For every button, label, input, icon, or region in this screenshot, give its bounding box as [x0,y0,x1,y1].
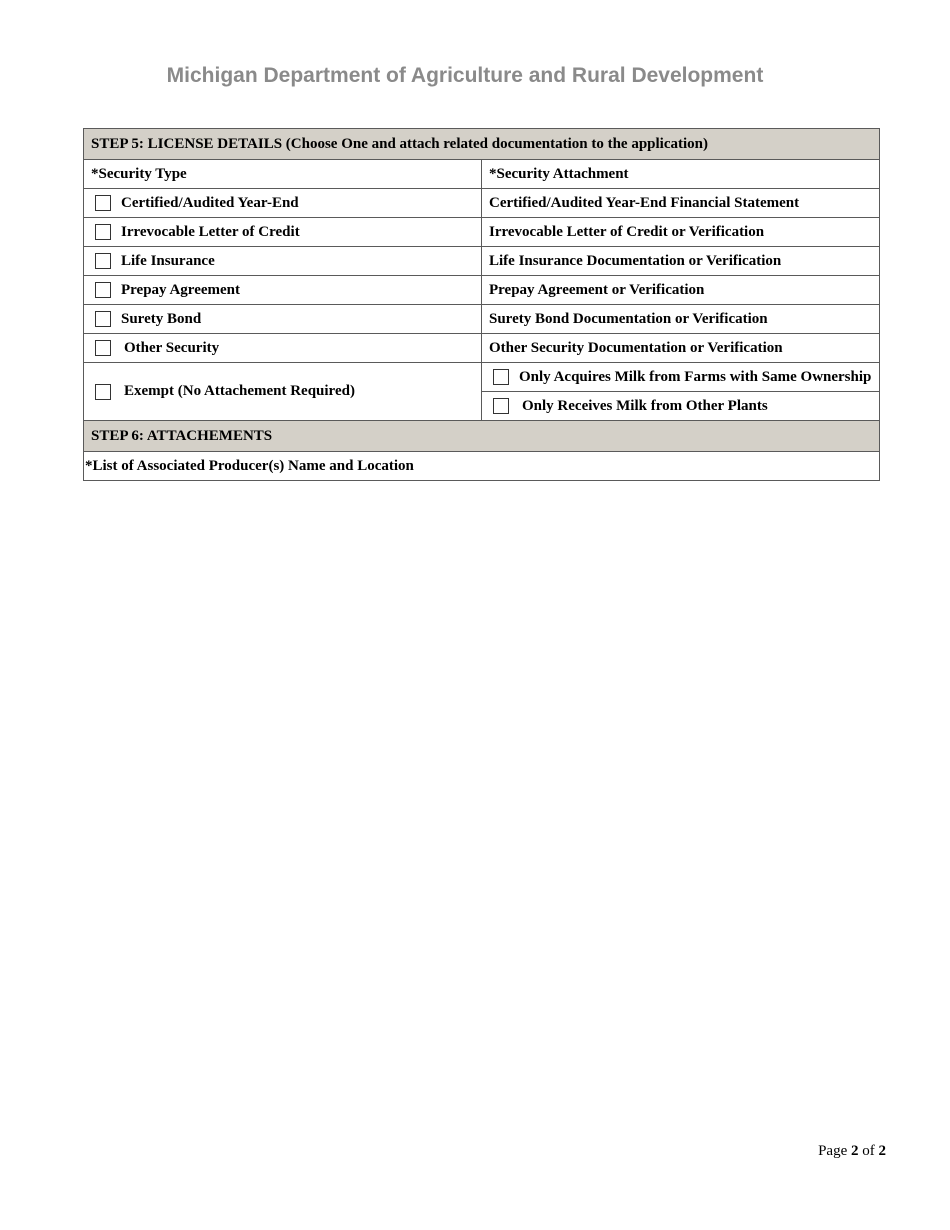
exempt-option-cell [482,392,880,421]
same-ownership-checkbox[interactable] [493,369,509,385]
security-option [91,340,481,357]
exempt-suboption [489,369,879,386]
security-attachment-cell: Surety Bond Documentation or Verification [482,305,880,334]
security-row-life-insurance [84,247,880,276]
security-attachment-cell: Prepay Agreement or Verification [482,276,880,305]
exempt-label: Exempt (No Attachement Required) [124,383,355,399]
security-type-cell [84,247,482,276]
exempt-option [91,383,481,400]
exempt-option-label: Only Receives Milk from Other Plants [522,397,768,414]
security-type-label: Surety Bond [121,310,202,327]
security-type-label: Prepay Agreement [121,281,240,298]
page-number [818,1143,886,1160]
security-type-cell [84,276,482,305]
security-attachment-cell: Irrevocable Letter of Credit or Verification [482,218,880,247]
security-row-surety-bond [84,305,880,334]
exempt-suboption [489,398,879,415]
prepay-agreement-checkbox[interactable] [95,282,111,298]
exempt-option-cell [482,363,880,392]
security-row-prepay [84,276,880,305]
security-attachment-cell: Certified/Audited Year-End Financial Statement [482,189,880,218]
other-plants-checkbox[interactable] [493,398,509,414]
security-type-cell [84,189,482,218]
security-attachment-header: *Security Attachment [482,160,880,189]
security-attachment-cell: Other Security Documentation or Verification [482,334,880,363]
page-total: 2 [878,1143,886,1159]
security-row-certified [84,189,880,218]
security-option [91,282,481,299]
exempt-checkbox[interactable] [95,384,111,400]
security-type-cell [84,218,482,247]
security-row-other [84,334,880,363]
agency-title: Michigan Department of Agriculture and Rural Development [166,64,764,87]
security-type-label: Irrevocable Letter of Credit [121,223,300,240]
exempt-type-cell [84,363,482,421]
security-type-label: Certified/Audited Year-End [121,194,299,211]
exempt-row-1 [84,363,880,392]
security-type-cell [84,334,482,363]
step6-title: STEP 6: ATTACHEMENTS [84,421,880,452]
security-attachment-cell: Life Insurance Documentation or Verification [482,247,880,276]
security-type-cell [84,305,482,334]
security-type-header: *Security Type [84,160,482,189]
surety-bond-checkbox[interactable] [95,311,111,327]
page-prefix: Page [818,1143,848,1159]
producer-list-label: *List of Associated Producer(s) Name and Location [84,452,880,481]
life-insurance-checkbox[interactable] [95,253,111,269]
certified-audited-checkbox[interactable] [95,195,111,211]
security-row-letter-of-credit [84,218,880,247]
security-option [91,253,481,270]
page-current: 2 [851,1143,859,1159]
security-option [91,311,481,328]
security-type-label: Other Security [124,339,220,356]
step6-header-row [84,421,880,452]
security-option [91,224,481,241]
security-option [91,195,481,212]
column-header-row [84,160,880,189]
security-type-label: Life Insurance [121,252,215,269]
producer-list-row [84,452,880,481]
letter-of-credit-checkbox[interactable] [95,224,111,240]
other-security-checkbox[interactable] [95,340,111,356]
step5-header-row [84,129,880,160]
step5-title: STEP 5: LICENSE DETAILS (Choose One and attach related documentation to the application) [84,129,880,160]
license-form-table [83,128,880,481]
page-of: of [862,1143,875,1159]
exempt-option-label: Only Acquires Milk from Farms with Same Ownership [519,368,872,385]
